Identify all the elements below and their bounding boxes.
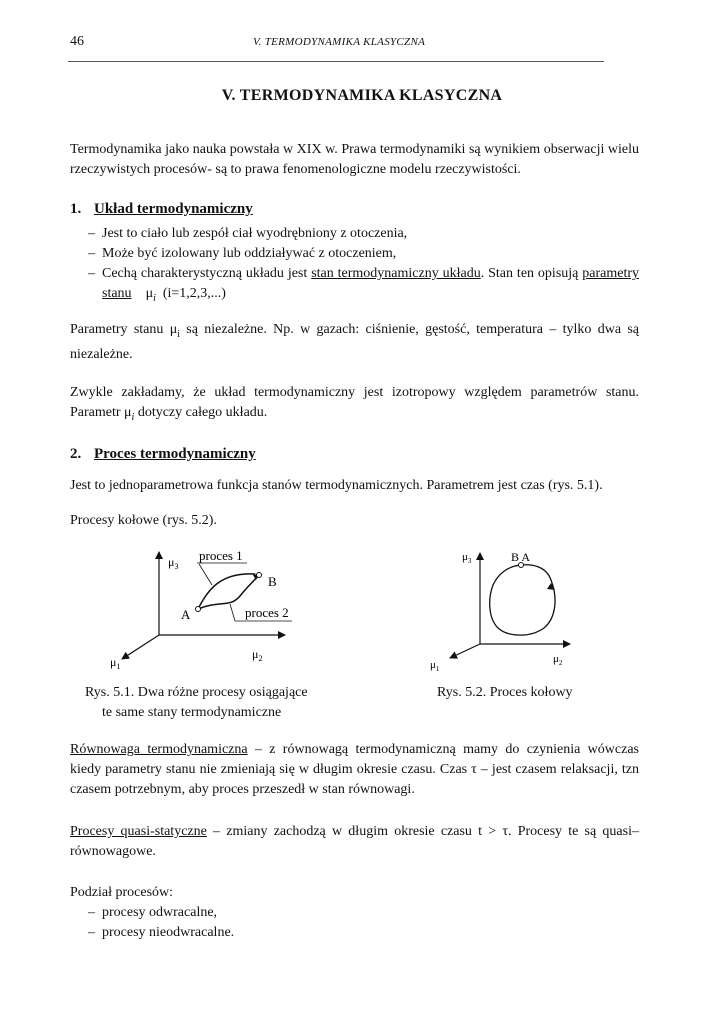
axis-mu1 xyxy=(450,644,480,658)
section-2-number: 2. xyxy=(70,446,82,462)
params-paragraph xyxy=(70,320,639,365)
section-2-paragraph-1: Jest to jednoparametrowa funkcja stanów termodynamicznych. Parametrem jest czas (rys. 5.1). xyxy=(70,478,603,493)
division-block xyxy=(70,883,639,943)
list-item: – Cechą charakterystyczną układu jest stan termodynamiczny układu. Stan ten opisują parametry stanu $\mu_i$ (i=1,2,3,...) xyxy=(88,266,640,304)
list-item-text: . Stan ten opisują xyxy=(480,266,583,281)
header-rule xyxy=(68,61,604,62)
list-item-text: Cechą charakterystyczną układu jest xyxy=(102,266,312,281)
isotropy-line-2 xyxy=(70,403,639,428)
isotropy-line-1: Zwykle zakładamy, że układ termodynamiczny jest izotropowy względem parametrów stanu. xyxy=(70,385,639,400)
label-b: B xyxy=(268,574,277,589)
axis-label-mu3: $\mu_3$ xyxy=(168,555,179,571)
mu-subscript: i xyxy=(131,411,135,423)
cycle-curve xyxy=(490,565,555,635)
term-quasi-static: Procesy quasi-statyczne xyxy=(70,824,207,839)
list-item-text: Może być izolowany lub oddziaływać z otoczeniem, xyxy=(102,246,397,261)
list-item: – Może być izolowany lub oddziaływać z otoczeniem, xyxy=(88,246,397,261)
params-text: są niezależne. Np. w gazach: ciśnienie, gęstość, temperatura – tylko dwa są niezależne. xyxy=(70,322,640,362)
axis-label-mu3: $\mu_3$ xyxy=(462,551,472,565)
mu-symbol: μ xyxy=(145,286,154,301)
figure-5-2-caption: Rys. 5.2. Proces kołowy xyxy=(437,685,573,700)
section-1-title: Układ termodynamiczny xyxy=(94,201,253,217)
isotropy-text: Parametr μ xyxy=(70,405,132,420)
point-a-marker xyxy=(196,607,201,612)
intro-paragraph: Termodynamika jako nauka powstała w XIX w. Prawa termodynamiki są wynikiem obserwacji wielu rzeczywistych procesów- są to prawa fenomenologiczne modelu rzeczywistości. xyxy=(70,142,639,177)
mu-subscript: i xyxy=(177,328,180,340)
point-b-marker xyxy=(257,573,262,578)
equilibrium-paragraph xyxy=(70,740,639,800)
term-equilibrium: Równowaga termodynamiczna xyxy=(70,742,248,757)
section-1-heading xyxy=(70,201,253,218)
list-item-text: (i=1,2,3,...) xyxy=(162,286,226,301)
quasi-static-text: – zmiany zachodzą w długim okresie czasu t > τ. Procesy te są quasi–równowagowe. xyxy=(70,824,639,859)
label-process-2: proces 2 xyxy=(245,605,289,620)
list-item: – procesy odwracalne, xyxy=(88,905,218,920)
mu-subscript: i xyxy=(153,292,156,304)
running-title: V. TERMODYNAMIKA KLASYCZNA xyxy=(253,36,426,48)
figure-5-1-caption-line-1: Rys. 5.1. Dwa różne procesy osiągające xyxy=(85,685,308,700)
figure-5-2 xyxy=(420,540,590,680)
axis-label-mu1: $\mu_1$ xyxy=(110,655,121,671)
equilibrium-text: – z równowagą termodynamiczną mamy do czynienia wówczas kiedy parametry stanu nie zmieniają się w długim okresie czasu. Czas τ – jest czasem relaksacji, tzn czasem potrzebnym, aby proces przeszedł w stan równowagi. xyxy=(70,742,639,797)
term-parameters: parametry stanu xyxy=(102,266,640,301)
label-b-a: B A xyxy=(511,550,531,564)
label-a: A xyxy=(181,607,191,622)
section-2-paragraph-2: Procesy kołowe (rys. 5.2). xyxy=(70,513,217,528)
term-state: stan termodynamiczny układu xyxy=(311,266,481,281)
section-2-heading xyxy=(70,446,256,463)
isotropy-text: dotyczy całego układu. xyxy=(134,405,268,420)
label-process-1-leader xyxy=(199,564,212,585)
list-item-text: procesy odwracalne, xyxy=(102,905,218,920)
section-1-list xyxy=(70,224,639,309)
label-process-2-leader xyxy=(230,604,235,621)
params-text: Parametry stanu μ xyxy=(70,322,178,337)
list-item-text: Jest to ciało lub zespół ciał wyodrębniony z otoczenia, xyxy=(102,226,408,241)
list-item: – procesy nieodwracalne. xyxy=(88,925,235,940)
axis-label-mu1: $\mu_1$ xyxy=(430,659,440,673)
axis-label-mu2: $\mu_2$ xyxy=(252,647,263,663)
quasi-static-paragraph xyxy=(70,822,639,862)
section-2-title: Proces termodynamiczny xyxy=(94,446,256,462)
list-item-text: procesy nieodwracalne. xyxy=(102,925,235,940)
figure-5-1-caption-line-2: te same stany termodynamiczne xyxy=(102,705,282,720)
list-item: – Jest to ciało lub zespół ciał wyodrębniony z otoczenia, xyxy=(88,226,408,241)
label-process-1: proces 1 xyxy=(199,548,243,563)
division-title: Podział procesów: xyxy=(70,885,174,900)
chapter-title: V. TERMODYNAMIKA KLASYCZNA xyxy=(221,87,503,104)
section-1-number: 1. xyxy=(70,201,82,217)
figure-5-1 xyxy=(80,540,340,680)
axis-label-mu2: $\mu_2$ xyxy=(553,653,563,667)
axis-mu1 xyxy=(122,635,159,659)
page-number: 46 xyxy=(70,34,84,49)
